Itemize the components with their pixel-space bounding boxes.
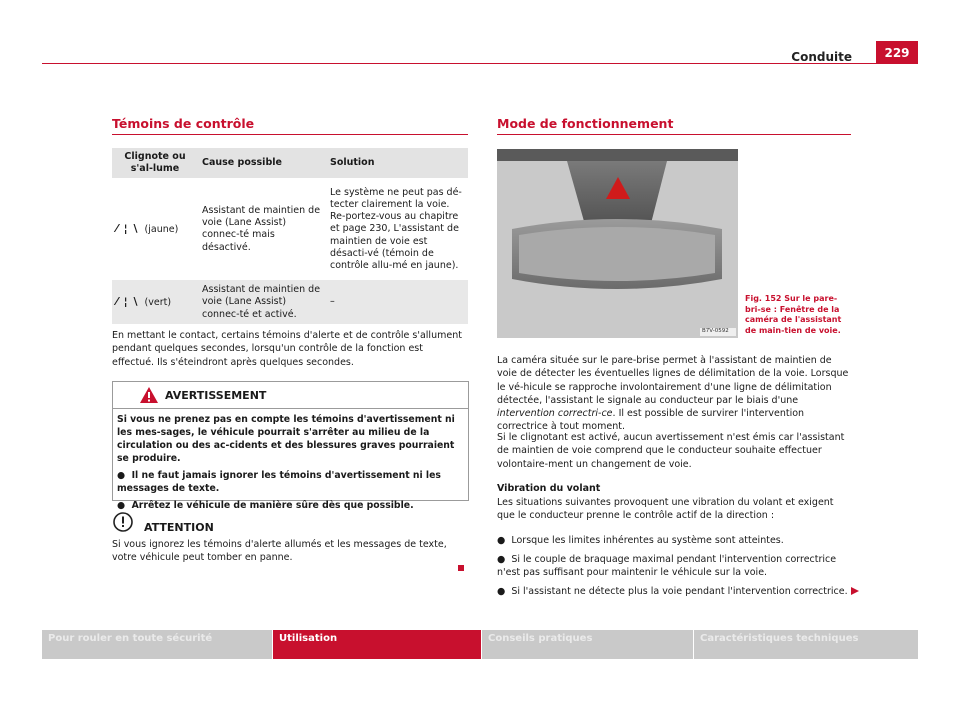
solution-cell: Le système ne peut pas dé-tecter clairement la voie. Re-portez-vous au chapitre et page 230, L'assistant de maintien de voie est désacti-vé (témoin de contrôle allu-mé en jaune). <box>326 178 468 280</box>
solution-cell: – <box>326 280 468 324</box>
th-solution: Solution <box>326 148 468 178</box>
list-item: ● Si l'assistant ne détecte plus la voie pendant l'intervention correctrice. <box>497 586 848 597</box>
section-rule-left <box>112 134 468 135</box>
paragraph-2: Si le clignotant est activé, aucun avertissement n'est émis car l'assistant de maintien de voie comprend que le conducteur souhaite effectuer volontaire-ment un changement de voie. <box>497 432 845 470</box>
warning-triangle-icon <box>139 386 159 404</box>
bullet-icon: ● <box>497 586 512 597</box>
chapter-title: Conduite <box>791 50 852 64</box>
section-title-left: Témoins de contrôle <box>112 116 255 131</box>
warning-divider <box>113 408 468 409</box>
cause-cell: Assistant de maintien de voie (Lane Assist) connec-té et activé. <box>198 280 326 324</box>
th-cause: Cause possible <box>198 148 326 178</box>
tab-safety[interactable]: Pour rouler en toute sécurité <box>42 630 272 659</box>
th-flashes: Clignote ou s'al-lume <box>112 148 198 178</box>
bullet-icon: ● <box>497 554 512 565</box>
indicator-table <box>112 148 468 324</box>
intro-paragraph: En mettant le contact, certains témoins d'alerte et de contrôle s'allument pendant quelques secondes, lorsqu'un contrôle de la fonction est effectué. Ils s'éteindront après quelques secondes. <box>112 330 462 368</box>
lamp-cell <box>112 280 198 324</box>
lamp-color: (jaune) <box>144 223 179 235</box>
figure-code: B7V-0592 <box>702 328 729 334</box>
paragraph-3: Les situations suivantes provoquent une vibration du volant et exigent que le conducteur prenne le contrôle actif de la direction : <box>497 497 834 522</box>
continue-arrow-icon <box>850 586 860 596</box>
warning-box <box>112 381 469 511</box>
attention-text: Si vous ignorez les témoins d'alerte allumés et les messages de texte, votre véhicule peut tomber en panne. <box>112 539 447 564</box>
warning-bullet: ● Arrêtez le véhicule de manière sûre dès que possible. <box>117 500 414 511</box>
lamp-color: (vert) <box>144 296 172 308</box>
table-row <box>112 280 468 324</box>
cause-cell: Assistant de maintien de voie (Lane Assist) connec-té mais désactivé. <box>198 178 326 280</box>
subheading: Vibration du volant <box>497 483 601 494</box>
paragraph-1: La caméra située sur le pare-brise permet à l'assistant de maintien de voie de détecter les éventuelles lignes de délimitation de la voie. Lorsque le vé-hicule se rapproche involontairement d'une ligne de délimitation détectée, l'assistant le signale au conducteur par le biais d'une intervention correctri-ce. Il est possible de survirer l'intervention correctrice à tout moment. <box>497 355 849 433</box>
attention-title: ATTENTION <box>144 521 214 534</box>
warning-header <box>113 382 468 406</box>
warning-title: AVERTISSEMENT <box>165 389 267 402</box>
section-rule-right <box>497 134 851 135</box>
warning-paragraph: Si vous ne prenez pas en compte les témoins d'avertissement ni les mes-sages, le véhicule pourrait s'arrêter au milieu de la circulation ou des ac-cidents et des blessures graves pourraient se produire. <box>117 414 455 464</box>
section-title-right: Mode de fonctionnement <box>497 116 674 131</box>
tab-practical-tips[interactable]: Conseils pratiques <box>482 630 693 659</box>
warning-bullet: ● Il ne faut jamais ignorer les témoins d'avertissement ni les messages de texte. <box>117 470 441 494</box>
tab-technical-data[interactable]: Caractéristiques techniques <box>694 630 918 659</box>
bullet-icon: ● <box>117 470 132 481</box>
lane-assist-icon: ⁄ ¦ \ <box>116 294 139 308</box>
figure-caption: Fig. 152 Sur le pare-bri-se : Fenêtre de la caméra de l'assistant de main-tien de voie. <box>745 294 842 335</box>
lane-assist-icon: ⁄ ¦ \ <box>116 221 139 235</box>
table-row <box>112 178 468 280</box>
bullet-icon: ● <box>117 500 132 511</box>
lamp-cell <box>112 178 198 280</box>
camera-figure <box>497 149 738 338</box>
warning-body <box>117 413 465 516</box>
end-marker <box>458 565 464 571</box>
attention-icon <box>113 512 133 532</box>
list-item: ● Si le couple de braquage maximal pendant l'intervention correctrice n'est pas suffisant pour maintenir le véhicule sur la voie. <box>497 554 837 579</box>
page-number: 229 <box>876 41 918 64</box>
tab-operation[interactable]: Utilisation <box>273 630 481 659</box>
mirror-illustration <box>497 149 738 338</box>
list-item: ● Lorsque les limites inhérentes au système sont atteintes. <box>497 535 784 546</box>
bullet-icon: ● <box>497 535 512 546</box>
